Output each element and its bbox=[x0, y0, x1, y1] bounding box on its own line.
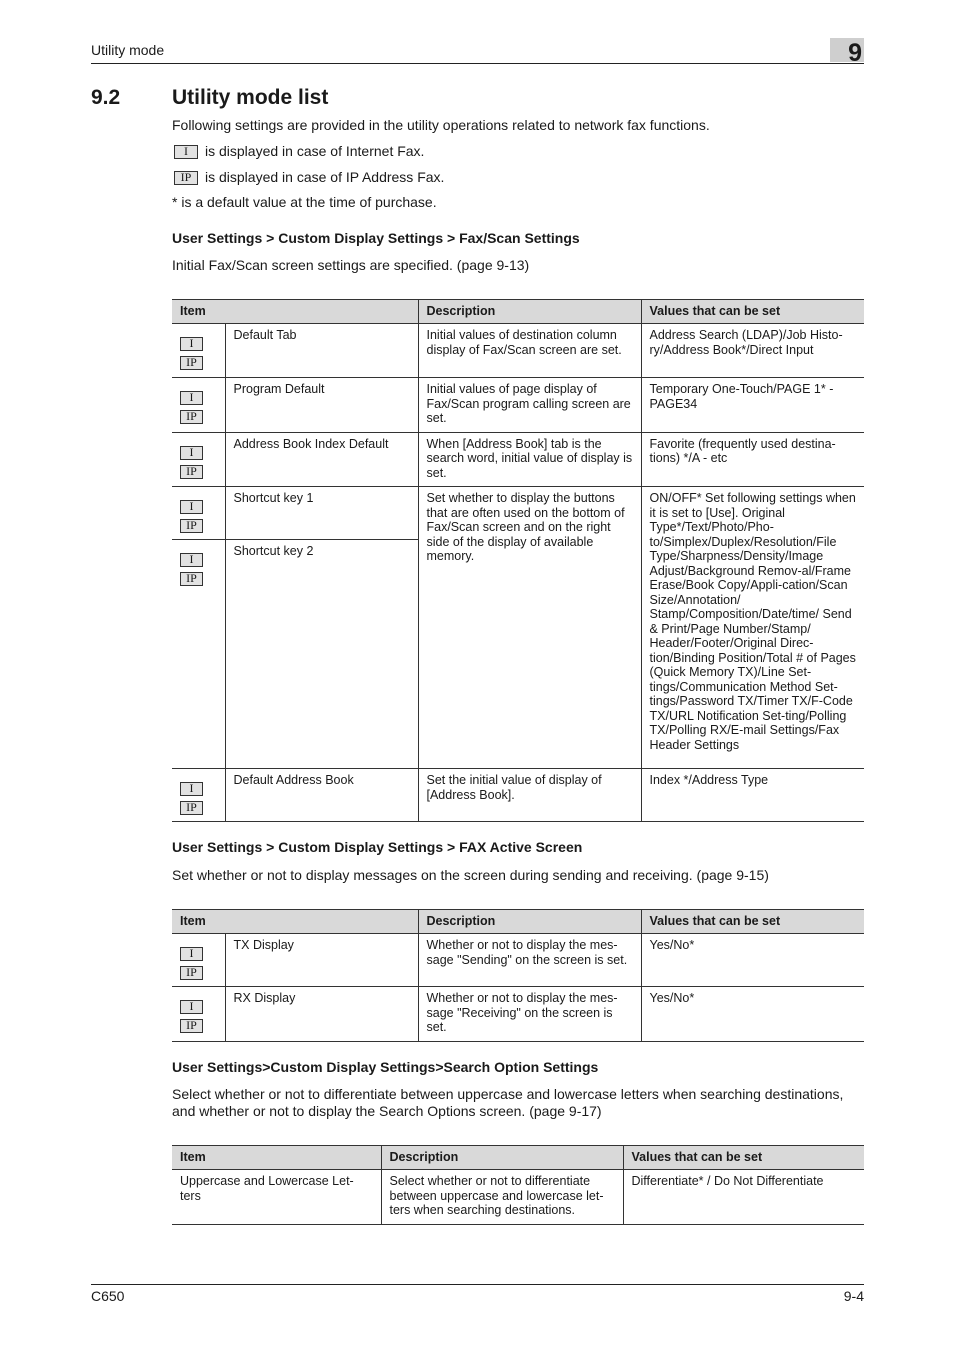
table-header-row bbox=[172, 300, 864, 324]
footer-model: C650 bbox=[91, 1288, 125, 1304]
search-option-text: Select whether or not to differentiate between uppercase and lowercase letters when searching destinations, and whether or not to display the Search Options screen. (page 9-17) bbox=[172, 1086, 844, 1119]
internet-fax-badge: I bbox=[180, 782, 203, 796]
search-option-table bbox=[172, 1145, 864, 1225]
fax-type-icons bbox=[172, 540, 225, 769]
fax-type-icons bbox=[172, 987, 225, 1042]
ip-fax-badge: IP bbox=[180, 572, 203, 586]
fax-type-icons bbox=[172, 378, 225, 433]
internet-fax-badge: I bbox=[180, 1000, 203, 1014]
ip-fax-badge: IP bbox=[180, 519, 203, 533]
fax-scan-settings-table bbox=[172, 299, 864, 822]
values-cell: Yes/No* bbox=[641, 987, 864, 1042]
fax-type-icons bbox=[172, 324, 225, 378]
item-cell: RX Display bbox=[225, 987, 418, 1042]
table-row bbox=[172, 934, 864, 987]
fax-scan-settings-heading: User Settings > Custom Display Settings > Fax/Scan Settings bbox=[172, 230, 580, 246]
col-description: Description bbox=[418, 300, 641, 324]
description-cell: Set whether to display the buttons that are often used on the bottom of Fax/Scan screen and on the right side of the display of available memory. bbox=[418, 487, 641, 769]
ip-fax-badge: IP bbox=[180, 410, 203, 424]
ip-fax-badge: IP bbox=[180, 1019, 203, 1033]
fax-scan-settings-text: Initial Fax/Scan screen settings are specified. (page 9-13) bbox=[172, 257, 530, 273]
values-cell: Differentiate* / Do Not Differentiate bbox=[623, 1170, 864, 1225]
table-row bbox=[172, 487, 864, 540]
table-row bbox=[172, 1170, 864, 1225]
col-values: Values that can be set bbox=[641, 910, 864, 934]
col-values: Values that can be set bbox=[623, 1146, 864, 1170]
values-cell: Address Search (LDAP)/Job Histo-ry/Address Book*/Direct Input bbox=[641, 324, 864, 378]
table-header-row bbox=[172, 1146, 864, 1170]
values-cell: Yes/No* bbox=[641, 934, 864, 987]
item-cell: TX Display bbox=[225, 934, 418, 987]
page-footer bbox=[91, 1284, 864, 1304]
page-header bbox=[91, 38, 864, 67]
col-values: Values that can be set bbox=[641, 300, 864, 324]
section-number: 9.2 bbox=[91, 86, 121, 109]
item-cell: Address Book Index Default bbox=[225, 432, 418, 487]
legend-internet-text: is displayed in case of Internet Fax. bbox=[205, 143, 425, 159]
item-cell: Shortcut key 2 bbox=[225, 540, 418, 769]
fax-type-icons bbox=[172, 487, 225, 540]
section-title: Utility mode list bbox=[172, 86, 329, 109]
description-cell: Initial values of page display of Fax/Scan program calling screen are set. bbox=[418, 378, 641, 433]
col-description: Description bbox=[418, 910, 641, 934]
col-description: Description bbox=[381, 1146, 623, 1170]
internet-fax-badge: I bbox=[180, 337, 203, 351]
fax-active-screen-table bbox=[172, 909, 864, 1042]
internet-fax-badge: I bbox=[180, 446, 203, 460]
values-cell: Favorite (frequently used destina-tions) */A - etc bbox=[641, 432, 864, 487]
fax-type-icons bbox=[172, 769, 225, 822]
search-option-heading: User Settings>Custom Display Settings>Search Option Settings bbox=[172, 1059, 599, 1075]
intro-text: Following settings are provided in the utility operations related to network fax functions. bbox=[172, 117, 710, 133]
table-row bbox=[172, 987, 864, 1042]
item-cell: Program Default bbox=[225, 378, 418, 433]
legend-ip-text: is displayed in case of IP Address Fax. bbox=[205, 169, 445, 185]
values-cell: Temporary One-Touch/PAGE 1* - PAGE34 bbox=[641, 378, 864, 433]
internet-fax-badge: I bbox=[180, 947, 203, 961]
table-header-row bbox=[172, 910, 864, 934]
item-cell: Default Tab bbox=[225, 324, 418, 378]
item-cell: Uppercase and Lowercase Let-ters bbox=[172, 1170, 381, 1225]
internet-fax-badge: I bbox=[180, 553, 203, 567]
fax-active-screen-text: Set whether or not to display messages on the screen during sending and receiving. (page 9-15) bbox=[172, 867, 769, 883]
description-cell: Set the initial value of display of [Address Book]. bbox=[418, 769, 641, 822]
values-cell: Index */Address Type bbox=[641, 769, 864, 822]
description-cell: Initial values of destination column display of Fax/Scan screen are set. bbox=[418, 324, 641, 378]
description-cell: Whether or not to display the mes-sage "Receiving" on the screen is set. bbox=[418, 987, 641, 1042]
col-item: Item bbox=[172, 300, 418, 324]
col-item: Item bbox=[172, 1146, 381, 1170]
item-cell: Shortcut key 1 bbox=[225, 487, 418, 540]
internet-fax-badge: I bbox=[174, 145, 198, 159]
description-cell: Whether or not to display the mes-sage "Sending" on the screen is set. bbox=[418, 934, 641, 987]
description-cell: Select whether or not to differentiate between uppercase and lowercase let-ters when searching destinations. bbox=[381, 1170, 623, 1225]
fax-type-icons bbox=[172, 432, 225, 487]
footer-page-number: 9-4 bbox=[843, 1288, 864, 1304]
chapter-number: 9 bbox=[830, 38, 864, 62]
header-title: Utility mode bbox=[91, 42, 165, 58]
ip-fax-badge: IP bbox=[174, 171, 198, 185]
default-note: * is a default value at the time of purchase. bbox=[172, 194, 437, 210]
fax-active-screen-heading: User Settings > Custom Display Settings > FAX Active Screen bbox=[172, 839, 583, 855]
ip-fax-badge: IP bbox=[180, 966, 203, 980]
internet-fax-badge: I bbox=[180, 500, 203, 514]
ip-fax-badge: IP bbox=[180, 465, 203, 479]
internet-fax-badge: I bbox=[180, 391, 203, 405]
values-cell: ON/OFF* Set following settings when it is set to [Use]. Original Type*/Text/Photo/Pho-to/Simplex/Duplex/Resolution/File Type/Sharpness/Density/Image Adjust/Background Remov-al/Frame Erase/Book Copy/Appli-cation/Scan Size/Annotation/ Stamp/Composition/Date/time/ Send & Print/Page Number/Stamp/ Header/Footer/Original Direc-tion/Binding Position/Total # of Pages (Quick Memory TX)/Line Set-tings/Communication Method Set-tings/Password TX/Timer TX/F-Code TX/URL Notification Set-ting/Polling TX/Polling RX/E-mail Settings/Fax Header Settings bbox=[641, 487, 864, 769]
item-cell: Default Address Book bbox=[225, 769, 418, 822]
col-item: Item bbox=[172, 910, 418, 934]
description-cell: When [Address Book] tab is the search word, initial value of display is set. bbox=[418, 432, 641, 487]
table-row bbox=[172, 324, 864, 378]
ip-fax-badge: IP bbox=[180, 801, 203, 815]
ip-fax-badge: IP bbox=[180, 356, 203, 370]
table-row bbox=[172, 378, 864, 433]
table-row bbox=[172, 769, 864, 822]
fax-type-icons bbox=[172, 934, 225, 987]
table-row bbox=[172, 432, 864, 487]
